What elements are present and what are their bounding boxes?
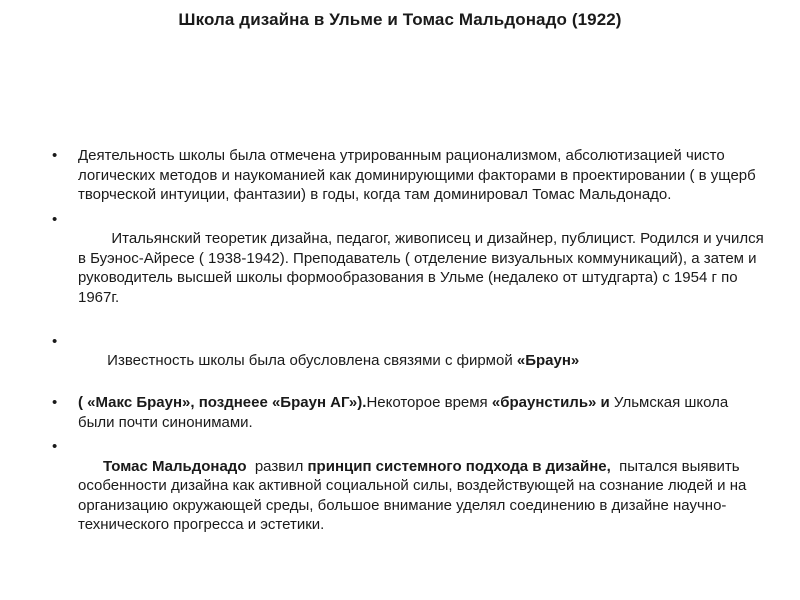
- bullet-item-3: [52, 332, 768, 391]
- slide-title: [0, 10, 800, 30]
- bullet-item-1: [52, 146, 768, 205]
- bullet-marker: •: [52, 210, 58, 228]
- bullet-item-2: [52, 210, 768, 327]
- bullet-bold-brand-names: ( «Макс Браун», позднеее «Браун АГ»).: [78, 394, 367, 411]
- bullet-text-tail: пытался выявить особенности дизайна как активной социальной силы, воздействующей на сознание людей и на организацию окружающей среды, большое внимание уделял соединению в дизайне научно-технического прогресса и эстетики.: [78, 457, 751, 533]
- bullet-marker: •: [52, 438, 58, 455]
- bullet-bold-brand: «Браун»: [516, 352, 580, 369]
- bullet-list: [52, 146, 768, 559]
- bullet-text: Итальянский теоретик дизайна, педагог, живописец и дизайнер, публицист. Родился и учился в Буэнос-Айресе ( 1938-1942). Преподаватель ( отделение визуальных коммуникаций), а затем и руководитель высшей школы формообразования в Ульме (недалеко от штудгарта) с 1954 г по 1967г.: [78, 230, 768, 306]
- bullet-text: Деятельность школы была отмечена утрированным рационализмом, абсолютизацией чисто логических методов и наукоманией как доминирующими факторами в проектировании ( в ущерб творческой интуиции, фантазии) в годы, когда там доминировал Томас Мальдонадо.: [78, 147, 756, 203]
- bullet-bold-braunstil: «браунстиль» и: [491, 394, 610, 411]
- bullet-item-4: [52, 393, 768, 432]
- bullet-marker: •: [52, 394, 58, 411]
- bullet-bold-name: Томас Мальдонадо: [103, 457, 247, 475]
- bullet-marker: •: [52, 332, 58, 350]
- bullet-text: развил: [246, 457, 308, 475]
- slide-title-year: (1922): [571, 10, 622, 29]
- bullet-text: Известность школы была обусловлена связями с фирмой: [103, 352, 517, 369]
- bullet-text-tail: Ульмская школа были почти синонимами.: [78, 394, 729, 431]
- bullet-bold-principle: принцип системного подхода в дизайне,: [307, 457, 611, 475]
- bullet-text: Некоторое время: [366, 394, 492, 411]
- bullet-marker: •: [52, 147, 58, 164]
- bullet-item-5: [52, 437, 768, 554]
- slide-title-main: Школа дизайна в Ульме и Томас Мальдонадо: [178, 10, 567, 29]
